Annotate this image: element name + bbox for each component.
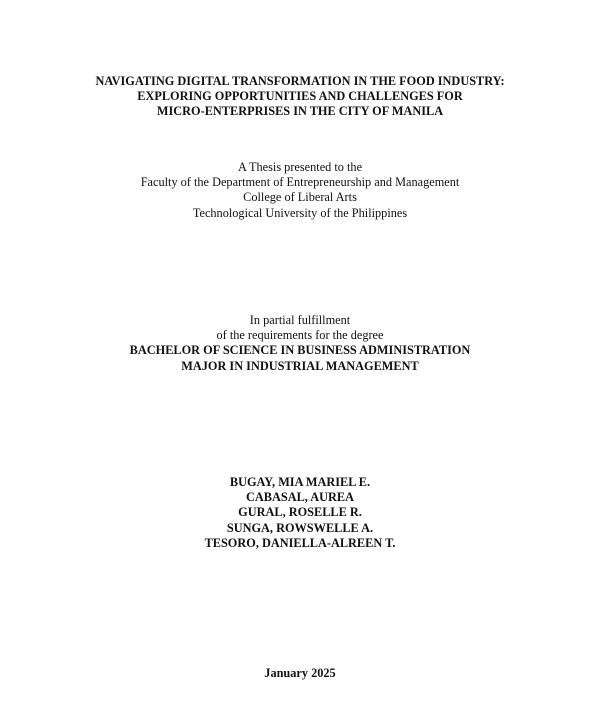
presentation-statement <box>0 160 600 221</box>
thesis-title-line: NAVIGATING DIGITAL TRANSFORMATION IN THE FOOD INDUSTRY: <box>95 74 505 88</box>
degree-major: MAJOR IN INDUSTRIAL MANAGEMENT <box>181 358 419 373</box>
author-list <box>0 475 600 551</box>
author-name: SUNGA, ROWSWELLE A. <box>226 520 374 535</box>
requirements-line: of the requirements for the degree <box>216 328 384 343</box>
fulfillment-line: In partial fulfillment <box>249 313 351 327</box>
thesis-title-line: MICRO-ENTERPRISES IN THE CITY OF MANILA <box>156 104 444 119</box>
author-name: TESORO, DANIELLA-ALREEN T. <box>204 535 396 550</box>
presentation-line: A Thesis presented to the <box>237 160 363 174</box>
degree-statement <box>0 313 600 374</box>
university-line: Technological University of the Philippines <box>192 205 408 220</box>
college-line: College of Liberal Arts <box>243 190 357 205</box>
thesis-title-line: EXPLORING OPPORTUNITIES AND CHALLENGES FOR <box>137 89 463 104</box>
author-name: BUGAY, MIA MARIEL E. <box>229 475 371 489</box>
department-line: Faculty of the Department of Entrepreneurship and Management <box>140 175 460 190</box>
degree-name: BACHELOR OF SCIENCE IN BUSINESS ADMINISTRATION <box>129 343 471 358</box>
submission-date <box>0 666 600 681</box>
thesis-title <box>0 74 600 120</box>
author-name: GURAL, ROSELLE R. <box>238 505 362 520</box>
author-name: CABASAL, AUREA <box>246 490 354 505</box>
date-text: January 2025 <box>264 666 336 680</box>
